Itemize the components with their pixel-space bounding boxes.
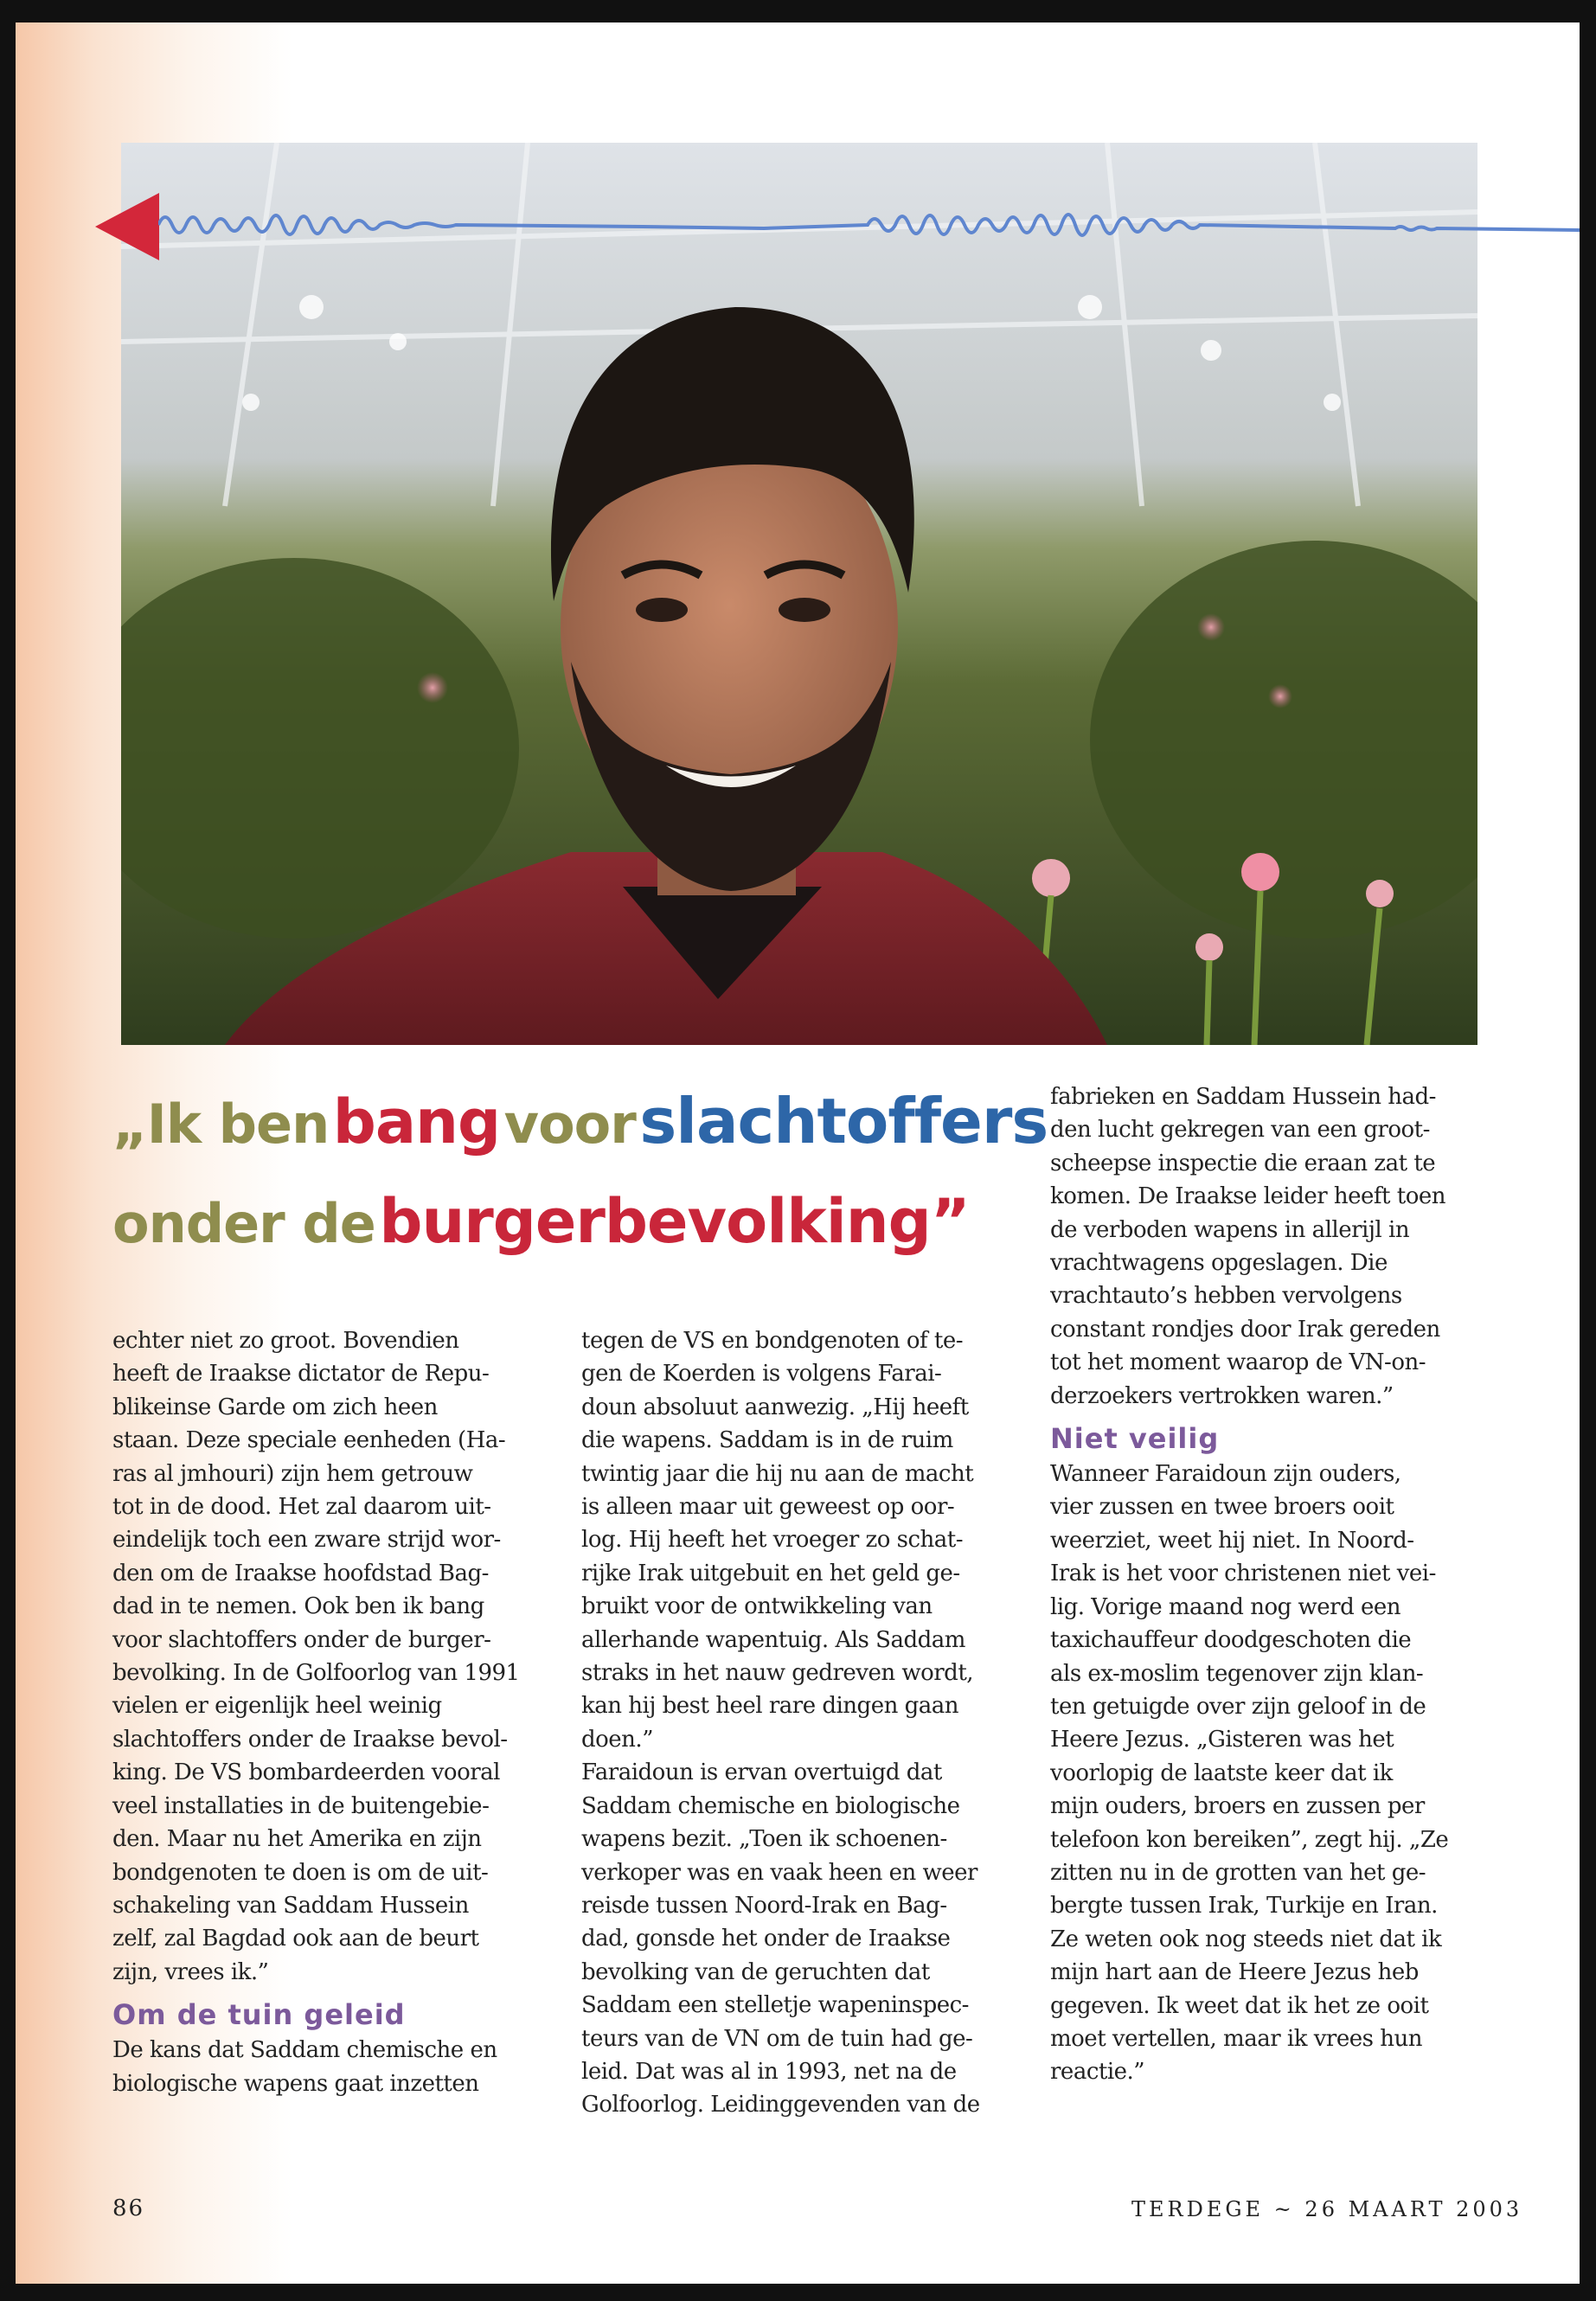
body-paragraph: tegen de VS en bondgenoten of te- gen de Koerden is volgens Farai- doun absoluut aanwezig. „Hij heeft die wapens. Saddam is in de ruim twintig jaar die hij nu aan de macht is alleen maar uit geweest op oor- log. Hij heeft het vroeger zo schat- rijke Irak uitgebuit en het geld ge- bruikt voor de ontwikkeling van allerhande wapentuig. Als Saddam straks in het nauw gedreven wordt, kan hij best heel rare dingen gaan doen.” (581, 1328, 974, 1753)
headline (112, 1080, 1048, 1279)
body-paragraph: fabrieken en Saddam Hussein had- den lucht gekregen van een groot- scheepse inspectie die eraan zat te komen. De Iraakse leider heeft toen de verboden wapens in allerijl in vrachtwagens opgeslagen. Die vrachtauto’s hebben vervolgens constant rondjes door Irak gereden tot het moment waarop de VN-on- derzoekers vertrokken waren.” (1050, 1084, 1445, 1409)
magazine-page (16, 22, 1580, 2284)
portrait-photo (121, 143, 1477, 1045)
subheading-om-de-tuin-geleid: Om de tuin geleid (112, 1998, 406, 2032)
left-triangle-arrow-icon (95, 188, 164, 266)
subheading-niet-veilig: Niet veilig (1050, 1422, 1220, 1456)
headline-line-1 (112, 1080, 1048, 1180)
headline-word: onder de (112, 1192, 375, 1255)
body-paragraph: De kans dat Saddam chemische en biologische wapens gaat inzetten (112, 2037, 497, 2097)
text-column-right (1050, 1080, 1500, 2089)
headline-word: „Ik ben (112, 1093, 330, 1156)
page-number: 86 (112, 2195, 145, 2221)
headline-word: burgerbevolking” (379, 1186, 970, 1257)
headline-line-2 (112, 1180, 1029, 1279)
body-paragraph: Wanneer Faraidoun zijn ouders, vier zussen en twee broers ooit weerziet, weet hij niet. In Noord- Irak is het voor christenen niet vei- lig. Vorige maand nog werd een taxichauffeur doodgeschoten die als ex-moslim tegenover zijn klan- ten getuigde over zijn geloof in de Heere Jezus. „Gisteren was het voorlopig de laatste keer dat ik mijn ouders, broers en zussen per telefoon kon bereiken”, zegt hij. „Ze zitten nu in de grotten van het ge- bergte tussen Irak, Turkije en Iran. Ze weten ook nog steeds niet dat ik mijn hart aan de Heere Jezus heb gegeven. Ik weet dat ik het ze ooit moet vertellen, maar ik vrees hun reactie.” (1050, 1461, 1449, 2086)
headline-word: bang (332, 1086, 501, 1157)
text-column-left (112, 1324, 562, 2100)
text-column-middle (581, 1324, 1031, 2122)
publication-line: TERDEGE ~ 26 MAART 2003 (1131, 2197, 1523, 2221)
headline-word: voor (503, 1093, 636, 1156)
body-paragraph: Faraidoun is ervan overtuigd dat Saddam chemische en biologische wapens bezit. „Toen ik schoenen- verkoper was en vaak heen en weer reisde tussen Noord-Irak en Bag- dad, gonsde het onder de Iraakse bevolking van de geruchten dat Saddam een stelletje wapeninspec- teurs van de VN om de tuin had ge- leid. Dat was al in 1993, net na de Golfoorlog. Leidinggevenden van de (581, 1759, 980, 2118)
wavy-line-decoration (158, 190, 1580, 251)
body-paragraph: echter niet zo groot. Bovendien heeft de Iraakse dictator de Repu- blikeinse Garde om zich heen staan. Deze speciale eenheden (Ha- ras al jmhouri) zijn hem getrouw tot in de dood. Het zal daarom uit- eindelijk toch een zware strijd wor- den om de Iraakse hoofdstad Bag- dad in te nemen. Ook ben ik bang voor slachtoffers onder de burger- bevolking. In de Golfoorlog van 1991 vielen er eigenlijk heel weinig slachtoffers onder de Iraakse bevol- king. De VS bombardeerden vooral veel installaties in de buitengebie- den. Maar nu het Amerika en zijn bondgenoten te doen is om de uit- schakeling van Saddam Hussein zelf, zal Bagdad ook aan de beurt zijn, vrees ik.” (112, 1328, 520, 1985)
headline-word: slachtoffers (639, 1085, 1048, 1157)
